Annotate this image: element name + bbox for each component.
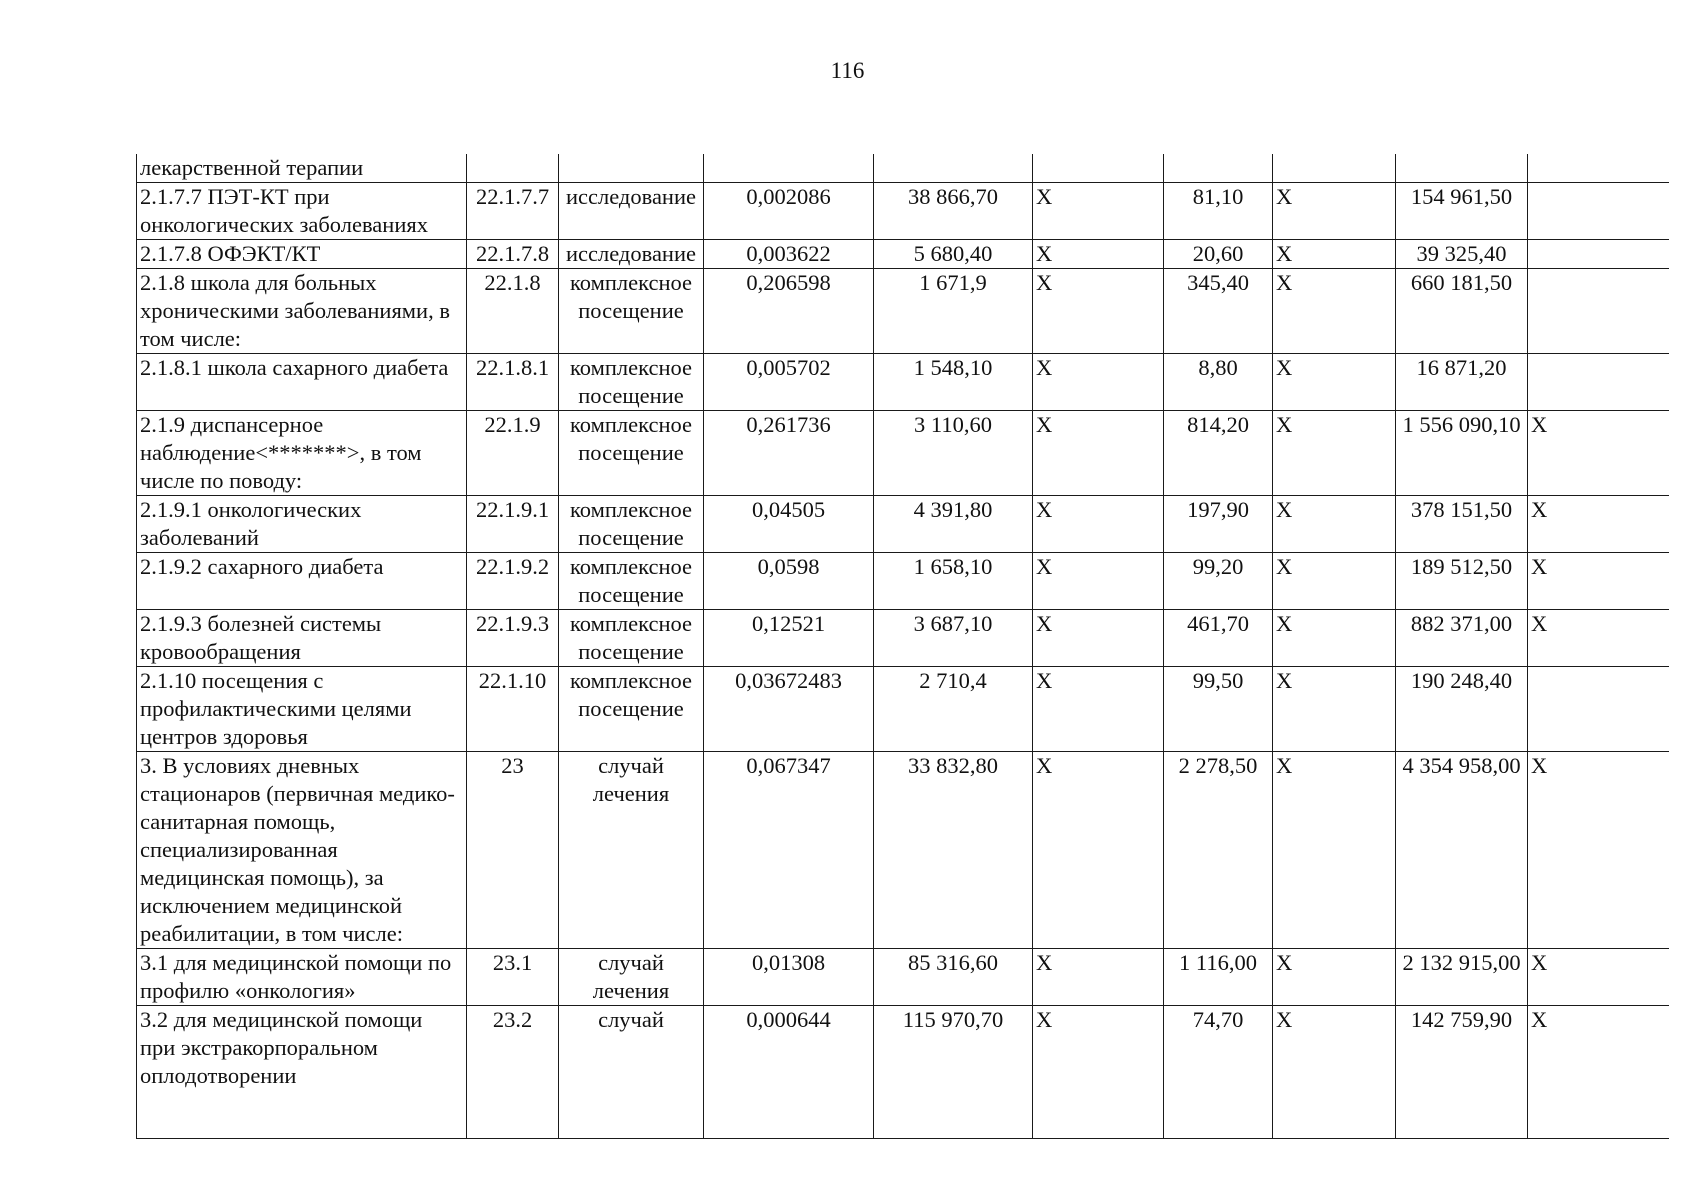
row-cost-cell: 4 391,80 (874, 496, 1033, 553)
row-norm-cell: 20,60 (1164, 240, 1273, 269)
table-row (137, 240, 1669, 269)
row-sum-cell: 882 371,00 (1396, 610, 1528, 667)
row-name-cell: 2.1.9 диспансерное наблюдение<*******>, в том числе по поводу: (137, 411, 467, 496)
row-x-cell: X (1033, 949, 1164, 1006)
row-last-cell (1528, 269, 1669, 354)
table-row (137, 752, 1669, 949)
row-x2-cell: X (1273, 667, 1396, 752)
row-cost-cell: 1 671,9 (874, 269, 1033, 354)
row-name-cell: 2.1.8.1 школа сахарного диабета (137, 354, 467, 411)
row-code-cell: 22.1.9 (467, 411, 559, 496)
table-row (137, 667, 1669, 752)
row-x-cell: X (1033, 1006, 1164, 1139)
row-unit-cell: комплексное посещение (559, 496, 704, 553)
row-last-cell: X (1528, 610, 1669, 667)
data-table (136, 154, 1669, 1139)
row-unit-cell: комплексное посещение (559, 553, 704, 610)
row-code-cell: 22.1.9.3 (467, 610, 559, 667)
row-code-cell: 22.1.9.1 (467, 496, 559, 553)
row-cost-cell: 1 658,10 (874, 553, 1033, 610)
row-x2-cell: X (1273, 610, 1396, 667)
row-code-cell: 22.1.8 (467, 269, 559, 354)
row-cost-cell: 3 687,10 (874, 610, 1033, 667)
row-sum-cell: 39 325,40 (1396, 240, 1528, 269)
row-norm-cell: 814,20 (1164, 411, 1273, 496)
row-norm-cell: 74,70 (1164, 1006, 1273, 1139)
table-row (137, 1006, 1669, 1139)
row-unit-cell: исследование (559, 183, 704, 240)
row-last-cell (1528, 354, 1669, 411)
row-norm-cell: 197,90 (1164, 496, 1273, 553)
row-name-cell: 2.1.9.1 онкологических заболеваний (137, 496, 467, 553)
row-name-cell: 2.1.10 посещения с профилактическими целями центров здоровья (137, 667, 467, 752)
row-name-cell: 3. В условиях дневных стационаров (первичная медико-санитарная помощь, специализированная медицинская помощь), за исключением медицинской реабилитации, в том числе: (137, 752, 467, 949)
row-cost-cell: 3 110,60 (874, 411, 1033, 496)
row-norm-cell: 99,50 (1164, 667, 1273, 752)
row-volume-cell: 0,12521 (704, 610, 874, 667)
row-norm-cell: 461,70 (1164, 610, 1273, 667)
row-sum-cell: 660 181,50 (1396, 269, 1528, 354)
row-x2-cell: X (1273, 1006, 1396, 1139)
row-x-cell: X (1033, 354, 1164, 411)
row-x-cell: X (1033, 752, 1164, 949)
row-name-cell: 3.2 для медицинской помощи при экстракорпоральном оплодотворении (137, 1006, 467, 1139)
row-unit-cell: комплексное посещение (559, 411, 704, 496)
row-x2-cell: X (1273, 496, 1396, 553)
row-unit-cell: случай лечения (559, 949, 704, 1006)
row-norm-cell: 1 116,00 (1164, 949, 1273, 1006)
row-last-cell (1528, 154, 1669, 183)
row-unit-cell: случай лечения (559, 752, 704, 949)
row-volume-cell: 0,067347 (704, 752, 874, 949)
row-sum-cell: 142 759,90 (1396, 1006, 1528, 1139)
row-cost-cell: 33 832,80 (874, 752, 1033, 949)
row-code-cell: 22.1.8.1 (467, 354, 559, 411)
row-code-cell: 22.1.10 (467, 667, 559, 752)
row-x2-cell: X (1273, 240, 1396, 269)
row-name-cell: 2.1.9.2 сахарного диабета (137, 553, 467, 610)
row-last-cell: X (1528, 553, 1669, 610)
table-row (137, 496, 1669, 553)
row-unit-cell: комплексное посещение (559, 354, 704, 411)
row-unit-cell (559, 154, 704, 183)
row-x2-cell: X (1273, 183, 1396, 240)
row-unit-cell: комплексное посещение (559, 610, 704, 667)
row-cost-cell: 2 710,4 (874, 667, 1033, 752)
row-last-cell: X (1528, 1006, 1669, 1139)
row-code-cell (467, 154, 559, 183)
row-code-cell: 23 (467, 752, 559, 949)
row-x-cell (1033, 154, 1164, 183)
row-volume-cell: 0,000644 (704, 1006, 874, 1139)
row-volume-cell: 0,002086 (704, 183, 874, 240)
row-code-cell: 22.1.7.7 (467, 183, 559, 240)
row-unit-cell: случай (559, 1006, 704, 1139)
row-volume-cell: 0,01308 (704, 949, 874, 1006)
row-unit-cell: комплексное посещение (559, 667, 704, 752)
row-norm-cell: 8,80 (1164, 354, 1273, 411)
row-name-cell: лекарственной терапии (137, 154, 467, 183)
row-unit-cell: комплексное посещение (559, 269, 704, 354)
row-cost-cell: 115 970,70 (874, 1006, 1033, 1139)
row-last-cell: X (1528, 496, 1669, 553)
row-unit-cell: исследование (559, 240, 704, 269)
row-cost-cell: 5 680,40 (874, 240, 1033, 269)
row-x2-cell: X (1273, 269, 1396, 354)
row-norm-cell: 345,40 (1164, 269, 1273, 354)
row-code-cell: 22.1.9.2 (467, 553, 559, 610)
table-row (137, 183, 1669, 240)
row-x-cell: X (1033, 553, 1164, 610)
row-x-cell: X (1033, 411, 1164, 496)
row-volume-cell: 0,206598 (704, 269, 874, 354)
row-volume-cell: 0,04505 (704, 496, 874, 553)
row-last-cell: X (1528, 752, 1669, 949)
row-x-cell: X (1033, 269, 1164, 354)
row-last-cell (1528, 183, 1669, 240)
row-sum-cell: 1 556 090,10 (1396, 411, 1528, 496)
row-cost-cell: 1 548,10 (874, 354, 1033, 411)
row-x2-cell: X (1273, 553, 1396, 610)
row-name-cell: 3.1 для медицинской помощи по профилю «онкология» (137, 949, 467, 1006)
row-x-cell: X (1033, 240, 1164, 269)
row-last-cell: X (1528, 411, 1669, 496)
row-name-cell: 2.1.7.8 ОФЭКТ/КТ (137, 240, 467, 269)
row-sum-cell: 4 354 958,00 (1396, 752, 1528, 949)
row-cost-cell (874, 154, 1033, 183)
row-name-cell: 2.1.9.3 болезней системы кровообращения (137, 610, 467, 667)
row-name-cell: 2.1.7.7 ПЭТ-КТ при онкологических заболеваниях (137, 183, 467, 240)
row-volume-cell (704, 154, 874, 183)
row-last-cell (1528, 667, 1669, 752)
table-row (137, 949, 1669, 1006)
row-last-cell: X (1528, 949, 1669, 1006)
row-code-cell: 22.1.7.8 (467, 240, 559, 269)
row-x2-cell: X (1273, 354, 1396, 411)
row-code-cell: 23.1 (467, 949, 559, 1006)
row-sum-cell: 378 151,50 (1396, 496, 1528, 553)
row-sum-cell: 190 248,40 (1396, 667, 1528, 752)
row-norm-cell: 99,20 (1164, 553, 1273, 610)
row-sum-cell: 189 512,50 (1396, 553, 1528, 610)
page-number: 116 (830, 58, 865, 83)
row-volume-cell: 0,003622 (704, 240, 874, 269)
row-code-cell: 23.2 (467, 1006, 559, 1139)
row-sum-cell: 154 961,50 (1396, 183, 1528, 240)
row-volume-cell: 0,005702 (704, 354, 874, 411)
row-sum-cell: 16 871,20 (1396, 354, 1528, 411)
row-norm-cell: 81,10 (1164, 183, 1273, 240)
table-row (137, 154, 1669, 183)
row-norm-cell: 2 278,50 (1164, 752, 1273, 949)
table-row (137, 411, 1669, 496)
row-last-cell (1528, 240, 1669, 269)
table-row (137, 553, 1669, 610)
row-x2-cell (1273, 154, 1396, 183)
row-volume-cell: 0,261736 (704, 411, 874, 496)
row-x2-cell: X (1273, 752, 1396, 949)
row-cost-cell: 38 866,70 (874, 183, 1033, 240)
row-volume-cell: 0,0598 (704, 553, 874, 610)
table-row (137, 610, 1669, 667)
row-name-cell: 2.1.8 школа для больных хроническими заболеваниями, в том числе: (137, 269, 467, 354)
table-row (137, 269, 1669, 354)
row-x2-cell: X (1273, 411, 1396, 496)
table-row (137, 354, 1669, 411)
row-sum-cell (1396, 154, 1528, 183)
row-cost-cell: 85 316,60 (874, 949, 1033, 1006)
row-x-cell: X (1033, 496, 1164, 553)
table-body (137, 154, 1669, 1139)
row-volume-cell: 0,03672483 (704, 667, 874, 752)
row-x-cell: X (1033, 183, 1164, 240)
row-x2-cell: X (1273, 949, 1396, 1006)
row-x-cell: X (1033, 610, 1164, 667)
row-sum-cell: 2 132 915,00 (1396, 949, 1528, 1006)
row-x-cell: X (1033, 667, 1164, 752)
row-norm-cell (1164, 154, 1273, 183)
